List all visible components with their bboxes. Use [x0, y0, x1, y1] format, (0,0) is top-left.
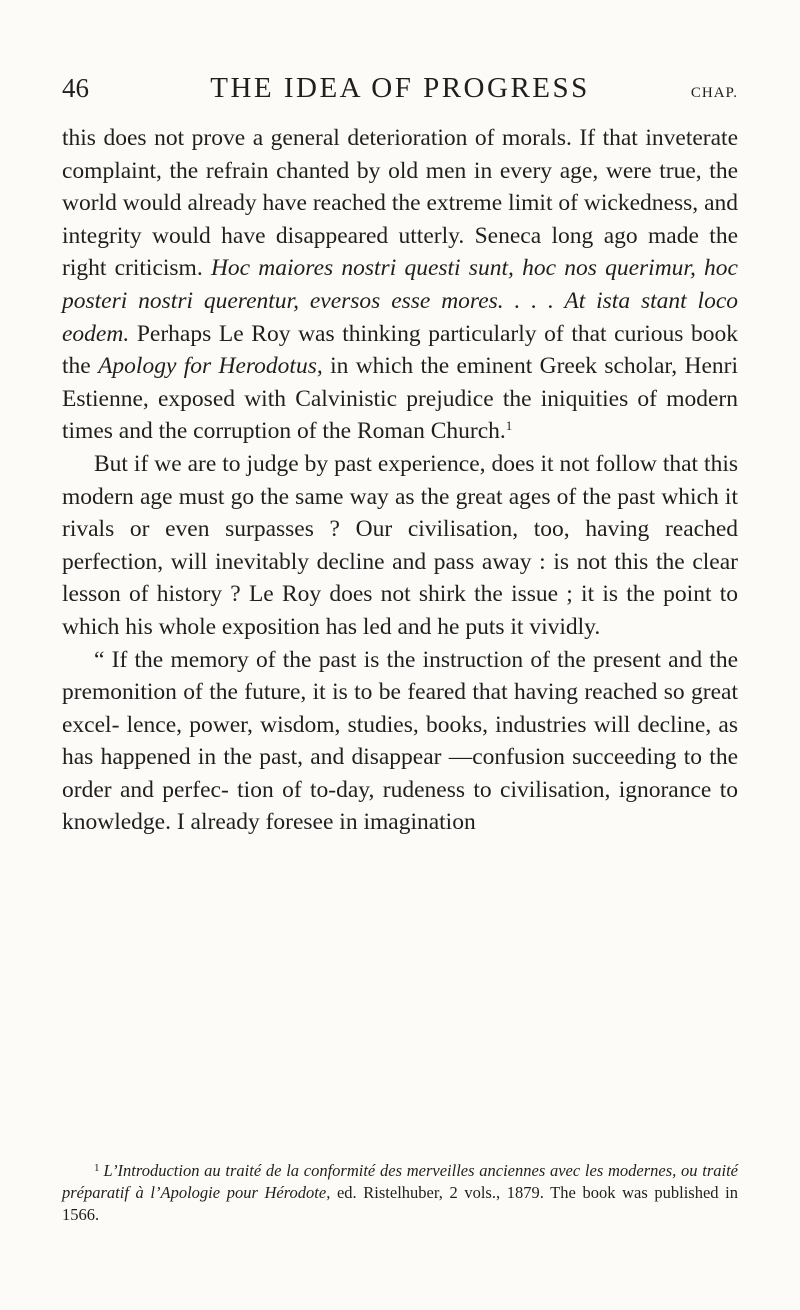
- footnote-title: L’Introduction au traité de la conformité des merveilles anciennes avec les modernes, ou traité préparatif à l’Apologie pour Hérodote: [62, 1161, 738, 1202]
- footnote-ref[interactable]: 1: [505, 418, 513, 434]
- paragraph-2: But if we are to judge by past experience, does it not follow that this modern age must go the same way as the great ages of the past which it rivals or even surpasses ? Our civilisation, too, having reached perfection, will inevitably decline and pass away : is not this the clear lesson of history ? Le Roy does not shirk the issue ; it is the point to which his whole exposition has led and he puts it vividly.: [62, 450, 738, 640]
- footnote-text: , ed. Ristelhuber, 2 vols., 1879. The book was published in 1566.: [62, 1183, 738, 1224]
- paragraph-1-text-c: , in which the eminent Greek scholar, Henri Estienne, exposed with Calvinistic prejudice the iniquities of modern times and the corruption of the Roman Church.: [62, 353, 738, 445]
- footnote-mark: 1: [94, 1162, 100, 1174]
- footnote-1: [62, 1160, 738, 1226]
- page-number: 46: [62, 73, 89, 103]
- body-text: [62, 122, 738, 839]
- book-title: Apology for Herodotus: [98, 353, 317, 380]
- running-header: [62, 72, 738, 112]
- running-title: THE IDEA OF PROGRESS: [210, 72, 590, 104]
- paragraph-1-text-b: Perhaps Le Roy was thinking particularly of that curious book the: [62, 320, 738, 380]
- paragraph-1-text-a: this does not prove a general deterioration of morals. If that inveterate complaint, the refrain chanted by old men in every age, were true, the world would already have reached the extreme limit of wickedness, and integrity would have disappeared utterly. Seneca long ago made the right criticism.: [62, 125, 738, 282]
- latin-quotation: Hoc maiores nostri questi sunt, hoc nos querimur, hoc posteri nostri querentur, eversos esse mores. . . . At ista stant loco eodem.: [62, 255, 738, 347]
- footnotes: [62, 1160, 738, 1226]
- paragraph-1: [62, 122, 738, 448]
- chapter-label: CHAP.: [690, 85, 738, 101]
- paragraph-3: “ If the memory of the past is the instruction of the present and the premonition of the future, it is to be feared that having reached so great excel- lence, power, wisdom, studies, books, industries will decline, as has happened in the past, and disappear —confusion succeeding to the order and perfec- tion of to-day, rudeness to civilisation, ignorance to knowledge. I already foresee in imagination: [62, 646, 738, 836]
